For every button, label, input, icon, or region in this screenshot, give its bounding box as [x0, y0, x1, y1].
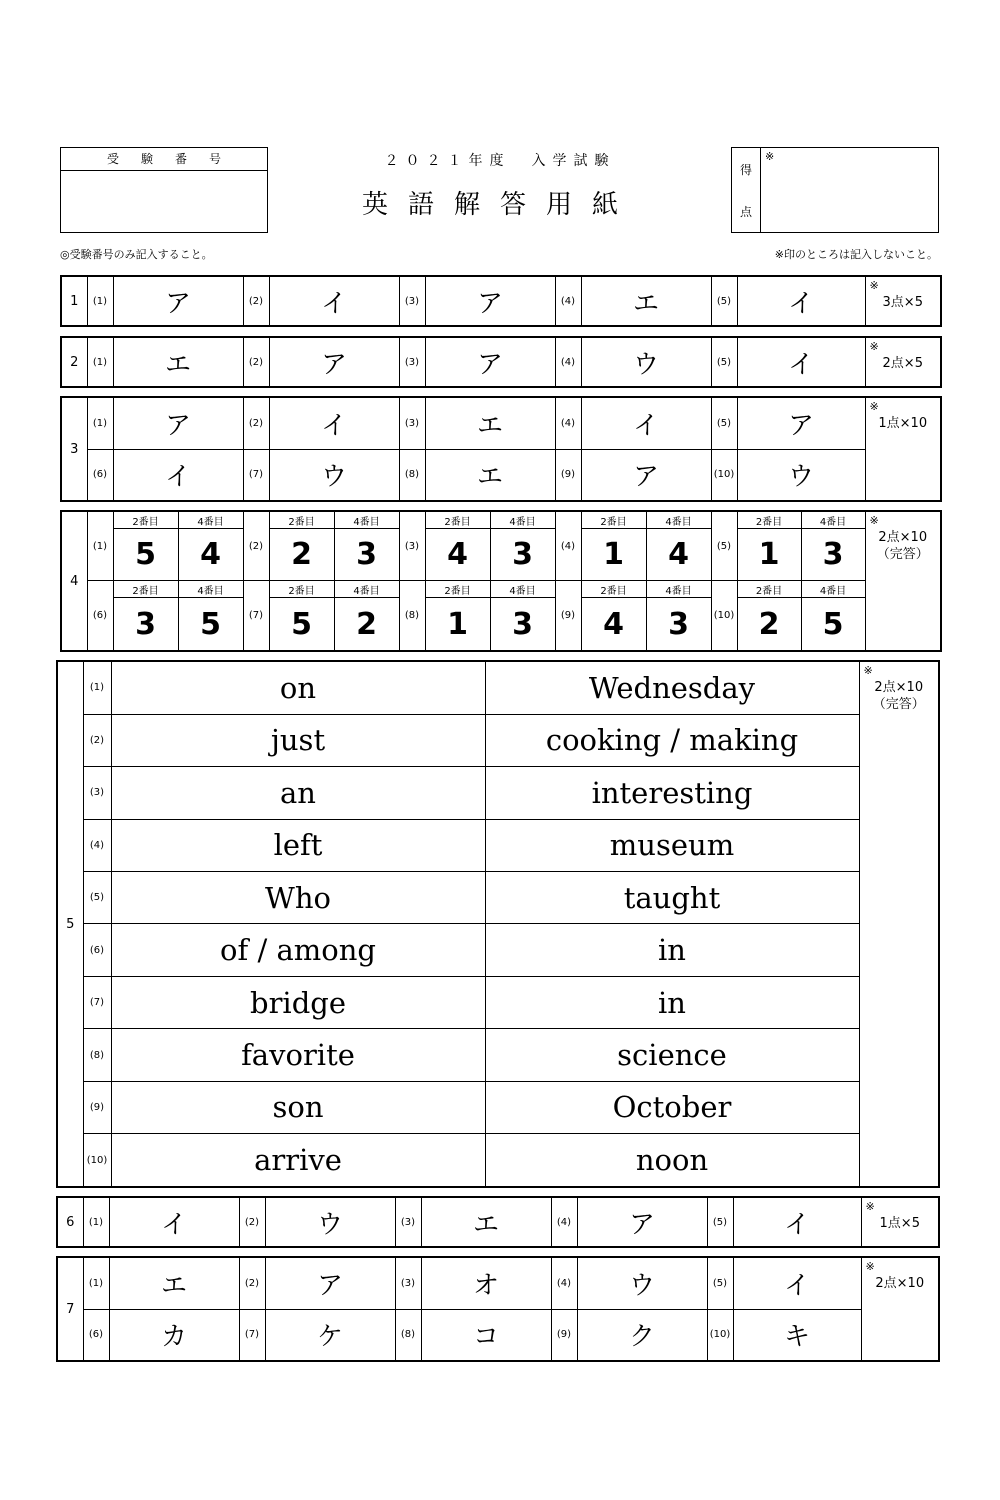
item-label: (2) — [243, 337, 269, 387]
answer-cell[interactable]: ア — [269, 337, 399, 387]
score-label — [732, 148, 761, 232]
item-label: (9) — [555, 449, 581, 501]
item-label: (4) — [555, 337, 581, 387]
order-label: 4番目 — [646, 581, 711, 598]
answer-cell[interactable]: イ — [581, 397, 711, 449]
answer-cell[interactable]: エ — [113, 337, 243, 387]
answer-cell[interactable]: キ — [733, 1309, 861, 1361]
answer-cell[interactable]: エ — [421, 1197, 551, 1247]
order-label: 4番目 — [490, 511, 555, 529]
points-mark: ※ — [869, 340, 879, 353]
answer-cell[interactable]: taught — [485, 872, 859, 924]
answer-cell[interactable]: 4 — [425, 529, 490, 581]
item-label: (1) — [87, 511, 113, 581]
item-label: (5) — [83, 872, 111, 924]
answer-cell[interactable]: just — [111, 714, 485, 766]
points-value: 2点×10 — [874, 679, 924, 695]
points-value: 1点×5 — [879, 1215, 920, 1231]
item-label: (3) — [399, 276, 425, 326]
item-label: (5) — [711, 511, 737, 581]
order-label: 2番目 — [581, 581, 646, 598]
item-label: (6) — [83, 924, 111, 976]
question-number: 6 — [57, 1197, 83, 1247]
points-note: （完答） — [876, 547, 929, 563]
answer-cell[interactable]: 3 — [113, 598, 178, 651]
order-label: 4番目 — [334, 581, 399, 598]
item-label: (4) — [555, 276, 581, 326]
answer-cell[interactable]: 1 — [581, 529, 646, 581]
item-label: (1) — [83, 1197, 109, 1247]
answer-cell[interactable]: son — [111, 1081, 485, 1133]
question-3-table — [60, 396, 942, 502]
answer-cell[interactable]: in — [485, 924, 859, 976]
item-label: (3) — [399, 337, 425, 387]
item-label: (10) — [711, 449, 737, 501]
answer-cell[interactable]: 2 — [269, 529, 334, 581]
answer-cell[interactable]: カ — [109, 1309, 239, 1361]
note-right: ※印のところは記入しないこと。 — [774, 248, 938, 261]
question-number: 5 — [57, 661, 83, 1187]
item-label: (3) — [399, 397, 425, 449]
order-label: 4番目 — [801, 581, 865, 598]
item-label: (9) — [555, 581, 581, 651]
answer-cell[interactable]: イ — [737, 276, 865, 326]
points-value: 2点×10 — [875, 1275, 925, 1291]
item-label: (1) — [83, 661, 111, 714]
item-label: (2) — [239, 1197, 265, 1247]
answer-cell[interactable]: ク — [577, 1309, 707, 1361]
answer-cell[interactable]: ア — [425, 337, 555, 387]
item-label: (6) — [87, 581, 113, 651]
question-number: 4 — [61, 511, 87, 651]
points-value: 2点×10 — [878, 529, 928, 545]
answer-cell[interactable]: ア — [737, 397, 865, 449]
points-cell — [865, 337, 941, 387]
answer-cell[interactable]: 1 — [737, 529, 801, 581]
answer-cell[interactable]: 3 — [646, 598, 711, 651]
item-label: (3) — [83, 767, 111, 819]
points-value: 2点×5 — [882, 355, 923, 371]
item-label: (3) — [395, 1197, 421, 1247]
item-label: (5) — [707, 1257, 733, 1309]
order-label: 2番目 — [269, 511, 334, 529]
order-label: 4番目 — [334, 511, 399, 529]
points-mark: ※ — [863, 664, 873, 677]
answer-cell[interactable]: ア — [113, 397, 243, 449]
answer-cell[interactable]: 5 — [113, 529, 178, 581]
answer-cell[interactable]: favorite — [111, 1029, 485, 1081]
item-label: (2) — [243, 276, 269, 326]
item-label: (1) — [87, 276, 113, 326]
order-label: 2番目 — [269, 581, 334, 598]
item-label: (7) — [83, 976, 111, 1028]
item-label: (8) — [395, 1309, 421, 1361]
order-label: 4番目 — [646, 511, 711, 529]
answer-cell[interactable]: of / among — [111, 924, 485, 976]
order-label: 4番目 — [801, 511, 865, 529]
answer-cell[interactable]: museum — [485, 819, 859, 871]
answer-cell[interactable]: エ — [425, 449, 555, 501]
order-label: 2番目 — [425, 581, 490, 598]
points-mark: ※ — [869, 400, 879, 413]
answer-cell[interactable]: イ — [269, 276, 399, 326]
order-label: 2番目 — [425, 511, 490, 529]
answer-cell[interactable]: 3 — [801, 529, 865, 581]
answer-cell[interactable]: イ — [109, 1197, 239, 1247]
answer-cell[interactable]: 4 — [646, 529, 711, 581]
points-mark: ※ — [865, 1200, 875, 1213]
answer-cell[interactable]: ケ — [265, 1309, 395, 1361]
answer-cell[interactable]: 3 — [490, 529, 555, 581]
exam-year-line: ２０２１年度 入学試験 — [384, 153, 616, 169]
question-2-table — [60, 336, 942, 388]
points-mark: ※ — [869, 514, 879, 527]
item-label: (7) — [243, 581, 269, 651]
item-label: (1) — [83, 1257, 109, 1309]
points-cell — [861, 1197, 939, 1247]
order-label: 4番目 — [178, 511, 243, 529]
answer-cell[interactable]: ア — [425, 276, 555, 326]
answer-cell[interactable]: on — [111, 661, 485, 714]
answer-cell[interactable]: ウ — [265, 1197, 395, 1247]
answer-cell[interactable]: イ — [733, 1257, 861, 1309]
item-label: (6) — [87, 449, 113, 501]
answer-cell[interactable]: 4 — [178, 529, 243, 581]
answer-cell[interactable]: 1 — [425, 598, 490, 651]
answer-cell[interactable]: ア — [581, 449, 711, 501]
item-label: (3) — [399, 511, 425, 581]
question-5-table — [56, 660, 940, 1188]
answer-cell[interactable]: イ — [113, 449, 243, 501]
points-mark: ※ — [865, 1260, 875, 1273]
answer-cell[interactable]: an — [111, 767, 485, 819]
answer-cell[interactable]: Wednesday — [485, 661, 859, 714]
item-label: (7) — [243, 449, 269, 501]
answer-cell[interactable]: science — [485, 1029, 859, 1081]
item-label: (7) — [239, 1309, 265, 1361]
answer-cell[interactable]: 2 — [334, 598, 399, 651]
answer-cell[interactable]: 5 — [269, 598, 334, 651]
order-label: 4番目 — [490, 581, 555, 598]
question-number: 7 — [57, 1257, 83, 1361]
answer-cell[interactable]: イ — [737, 337, 865, 387]
item-label: (4) — [551, 1197, 577, 1247]
page-title: 英語解答用紙 — [361, 190, 638, 220]
points-cell — [865, 397, 941, 501]
points-value: 1点×10 — [878, 415, 928, 431]
answer-cell[interactable]: エ — [109, 1257, 239, 1309]
score-label-top: 得 — [739, 162, 752, 177]
answer-cell[interactable]: 5 — [801, 598, 865, 651]
answer-cell[interactable]: Who — [111, 872, 485, 924]
answer-cell[interactable]: コ — [421, 1309, 551, 1361]
points-value: 3点×5 — [882, 294, 923, 310]
item-label: (6) — [83, 1309, 109, 1361]
item-label: (10) — [707, 1309, 733, 1361]
answer-cell[interactable]: エ — [581, 276, 711, 326]
item-label: (2) — [83, 714, 111, 766]
answer-cell[interactable]: interesting — [485, 767, 859, 819]
answer-cell[interactable]: ウ — [581, 337, 711, 387]
order-label: 2番目 — [113, 511, 178, 529]
answer-cell[interactable]: 2 — [737, 598, 801, 651]
note-left: ◎受験番号のみ記入すること。 — [60, 248, 213, 261]
answer-cell[interactable]: ア — [577, 1197, 707, 1247]
points-cell — [859, 661, 939, 1187]
item-label: (1) — [87, 337, 113, 387]
question-6-table — [56, 1196, 940, 1248]
item-label: (10) — [83, 1134, 111, 1187]
item-label: (8) — [399, 581, 425, 651]
order-label: 2番目 — [737, 581, 801, 598]
exam-number-label: 受験番号 — [61, 148, 267, 171]
answer-cell[interactable]: ウ — [269, 449, 399, 501]
answer-cell[interactable]: arrive — [111, 1134, 485, 1187]
answer-cell[interactable]: cooking / making — [485, 714, 859, 766]
order-label: 4番目 — [178, 581, 243, 598]
order-label: 2番目 — [581, 511, 646, 529]
item-label: (9) — [83, 1081, 111, 1133]
question-number: 1 — [61, 276, 87, 326]
points-mark: ※ — [869, 279, 879, 292]
order-label: 2番目 — [113, 581, 178, 598]
question-number: 2 — [61, 337, 87, 387]
answer-cell[interactable]: left — [111, 819, 485, 871]
item-label: (10) — [711, 581, 737, 651]
item-label: (4) — [555, 511, 581, 581]
question-number: 3 — [61, 397, 87, 501]
answer-cell[interactable]: in — [485, 976, 859, 1028]
item-label: (8) — [83, 1029, 111, 1081]
item-label: (5) — [711, 337, 737, 387]
question-1-table — [60, 275, 942, 327]
answer-cell[interactable]: 4 — [581, 598, 646, 651]
points-note: （完答） — [872, 697, 925, 713]
item-label: (1) — [87, 397, 113, 449]
points-cell — [865, 511, 941, 651]
item-label: (4) — [551, 1257, 577, 1309]
answer-cell[interactable]: October — [485, 1081, 859, 1133]
answer-cell[interactable]: オ — [421, 1257, 551, 1309]
question-4-table — [60, 510, 942, 652]
item-label: (5) — [707, 1197, 733, 1247]
item-label: (3) — [395, 1257, 421, 1309]
item-label: (2) — [239, 1257, 265, 1309]
answer-cell[interactable]: 3 — [334, 529, 399, 581]
answer-cell[interactable]: イ — [733, 1197, 861, 1247]
item-label: (5) — [711, 397, 737, 449]
answer-cell[interactable]: ウ — [737, 449, 865, 501]
question-7-table — [56, 1256, 940, 1362]
item-label: (2) — [243, 511, 269, 581]
answer-cell[interactable]: エ — [425, 397, 555, 449]
item-label: (4) — [555, 397, 581, 449]
item-label: (5) — [711, 276, 737, 326]
item-label: (2) — [243, 397, 269, 449]
item-label: (8) — [399, 449, 425, 501]
item-label: (9) — [551, 1309, 577, 1361]
total-score-box — [731, 147, 939, 233]
answer-cell[interactable]: 5 — [178, 598, 243, 651]
points-cell — [865, 276, 941, 326]
score-label-bottom: 点 — [739, 204, 752, 219]
answer-cell[interactable]: ア — [113, 276, 243, 326]
item-label: (4) — [83, 819, 111, 871]
score-mark: ※ — [765, 150, 775, 163]
answer-cell[interactable]: イ — [269, 397, 399, 449]
answer-cell[interactable]: ア — [265, 1257, 395, 1309]
answer-cell[interactable]: ウ — [577, 1257, 707, 1309]
exam-number-box[interactable] — [60, 147, 268, 233]
points-cell — [861, 1257, 939, 1361]
answer-cell[interactable]: bridge — [111, 976, 485, 1028]
answer-cell[interactable]: 3 — [490, 598, 555, 651]
answer-cell[interactable]: noon — [485, 1134, 859, 1187]
order-label: 2番目 — [737, 511, 801, 529]
